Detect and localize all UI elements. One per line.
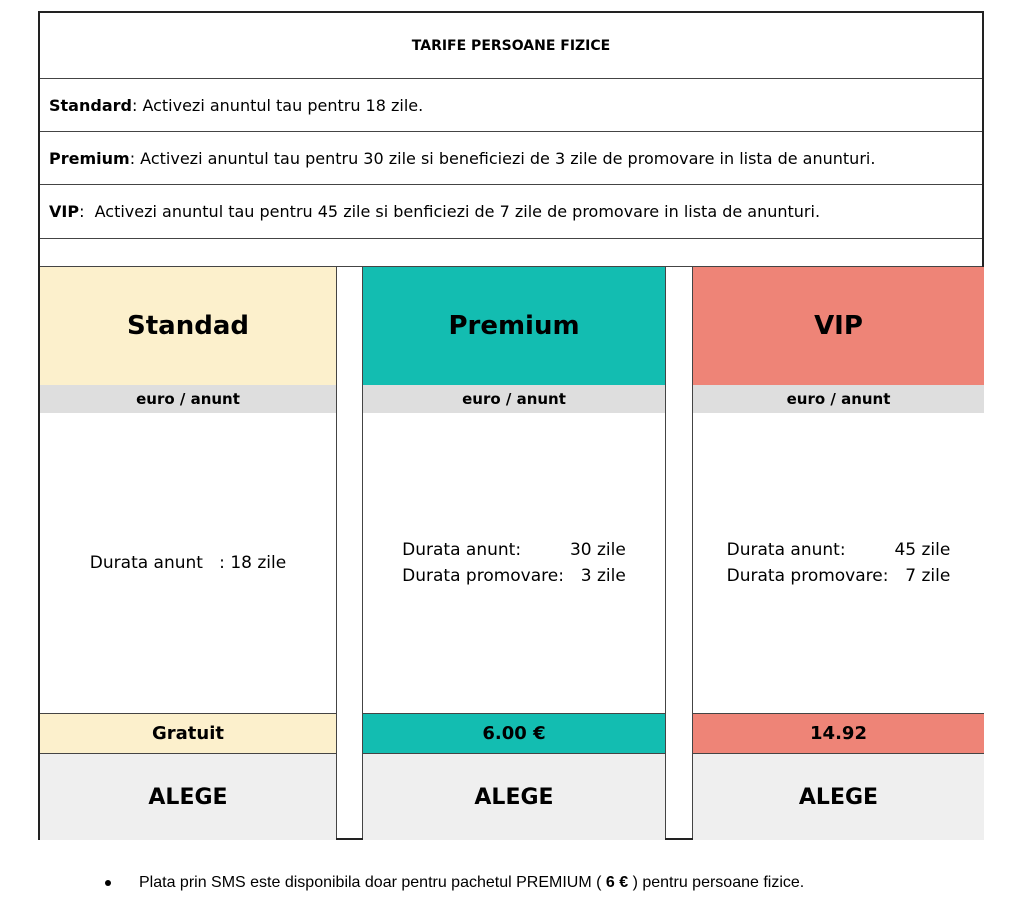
choose-vip-button[interactable]: ALEGE: [693, 754, 984, 840]
plan-premium: [362, 267, 666, 838]
duration-value: 18 zile: [230, 553, 287, 573]
choose-standard-button[interactable]: ALEGE: [40, 754, 336, 840]
duration-value: 45 zile: [894, 540, 951, 560]
table-title: TARIFE PERSOANE FIZICE: [40, 13, 982, 79]
plan-title: Standad: [40, 267, 336, 385]
note-text-before: Plata prin SMS este disponibila doar pentru pachetul PREMIUM (: [139, 874, 606, 891]
description-premium: [40, 132, 982, 185]
sms-payment-note: [105, 874, 804, 892]
promo-label: Durata promovare:: [402, 566, 564, 586]
plan-unit: euro / anunt: [40, 385, 336, 413]
plan-title: VIP: [693, 267, 984, 385]
plan-price: Gratuit: [40, 713, 336, 754]
tariff-table: [38, 11, 984, 840]
plan-price: 6.00 €: [363, 713, 665, 754]
description-separator: :: [79, 202, 95, 221]
note-price: 6 €: [605, 874, 629, 891]
description-name: Standard: [49, 95, 132, 115]
description-vip: [40, 185, 982, 239]
note-text-after: ) pentru persoane fizice.: [628, 874, 805, 891]
promo-label: Durata promovare:: [726, 566, 889, 586]
plan-details: [693, 413, 984, 713]
description-name: VIP: [49, 202, 80, 221]
duration-line: [90, 550, 286, 576]
description-text: Activezi anuntul tau pentru 30 zile si beneficiezi de 3 zile de promovare in lista de anunturi.: [140, 148, 876, 168]
plan-unit: euro / anunt: [693, 385, 984, 413]
promo-value: 3 zile: [580, 566, 626, 586]
duration-value: 30 zile: [569, 540, 626, 560]
description-separator: :: [129, 148, 141, 168]
plan-standard: [40, 267, 337, 838]
choose-premium-button[interactable]: ALEGE: [363, 754, 665, 840]
description-standard: [40, 79, 982, 132]
promo-value: 7 zile: [905, 566, 951, 586]
plan-title: Premium: [363, 267, 665, 385]
duration-grid: [727, 537, 951, 589]
duration-label: Durata anunt:: [402, 540, 522, 560]
bullet-icon: [105, 880, 111, 886]
duration-label: Durata anunt :: [89, 553, 225, 573]
plan-details: [363, 413, 665, 713]
plan-details: [40, 413, 336, 713]
description-name: Premium: [49, 148, 130, 168]
description-separator: :: [131, 95, 143, 115]
plan-price: 14.92: [693, 713, 984, 754]
duration-label: Durata anunt:: [726, 540, 846, 560]
spacer-row: [40, 239, 982, 267]
plan-unit: euro / anunt: [363, 385, 665, 413]
description-text: Activezi anuntul tau pentru 45 zile si benficiezi de 7 zile de promovare in lista de anunturi.: [94, 202, 821, 221]
plans-container: [40, 267, 982, 838]
description-text: Activezi anuntul tau pentru 18 zile.: [142, 95, 424, 115]
duration-grid: [402, 537, 626, 589]
plan-vip: [692, 267, 984, 838]
